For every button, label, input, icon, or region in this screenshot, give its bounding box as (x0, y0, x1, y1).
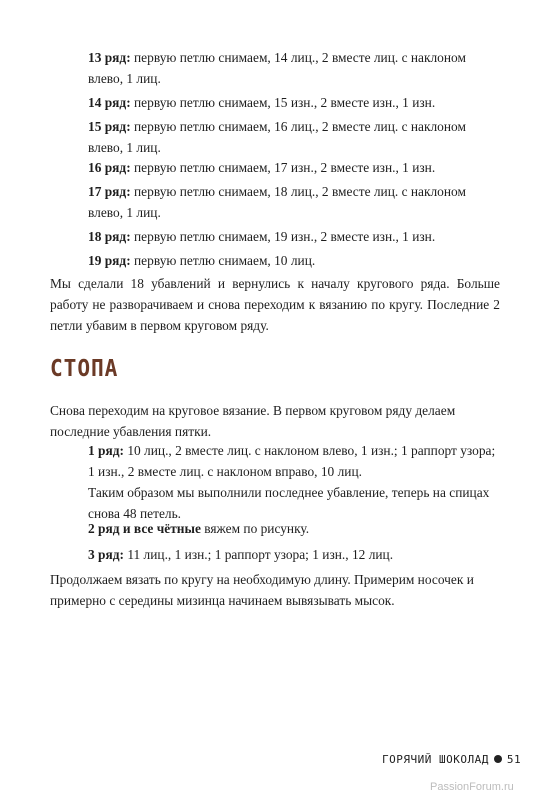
row-label: 16 ряд: (88, 160, 131, 175)
row-label: 19 ряд: (88, 253, 131, 268)
row-continuation: Таким образом мы выполнили последнее убавление, теперь на спицах снова 48 петель. (88, 485, 490, 521)
row-19 (88, 250, 500, 271)
row-text: первую петлю снимаем, 16 лиц., 2 вместе лиц. с наклоном влево, 1 лиц. (88, 119, 466, 155)
paragraph-intro: Снова переходим на круговое вязание. В первом круговом ряду делаем последние убавления пятки. (50, 403, 456, 439)
row-14 (88, 92, 500, 113)
row-text: вяжем по рисунку. (200, 521, 310, 536)
row-label: 18 ряд: (88, 229, 131, 244)
row-label: 14 ряд: (88, 95, 131, 110)
row-text: первую петлю снимаем, 19 изн., 2 вместе изн., 1 изн. (130, 229, 436, 244)
row-text: первую петлю снимаем, 17 изн., 2 вместе изн., 1 изн. (130, 160, 436, 175)
page-number: 51 (506, 753, 522, 766)
row-16 (88, 157, 500, 178)
book-title: ГОРЯЧИЙ ШОКОЛАД (382, 753, 489, 766)
row-text: 10 лиц., 2 вместе лиц. с наклоном влево, 1 изн.; 1 раппорт узора; 1 изн., 2 вместе лиц. с наклоном вправо, 10 лиц. (88, 443, 496, 479)
bullet-icon (494, 755, 502, 763)
paragraph-decreases: Мы сделали 18 убавлений и вернулись к началу кругового ряда. Больше работу не разворачиваем и снова переходим к вязанию по кругу. Последние 2 петли убавим в первом круговом ряду. (50, 276, 500, 333)
row-13 (88, 47, 500, 89)
row-text: 11 лиц., 1 изн.; 1 раппорт узора; 1 изн., 12 лиц. (123, 547, 394, 562)
page-footer (382, 753, 521, 766)
row-label: 13 ряд: (88, 50, 131, 65)
row-label: 15 ряд: (88, 119, 131, 134)
row-17 (88, 181, 500, 223)
row-1 (88, 440, 500, 524)
row-label: 2 ряд и все чётные (88, 521, 201, 536)
row-label: 17 ряд: (88, 184, 131, 199)
row-15 (88, 116, 500, 158)
row-text: первую петлю снимаем, 10 лиц. (130, 253, 316, 268)
row-18 (88, 226, 500, 247)
row-2 (88, 518, 500, 539)
watermark: PassionForum.ru (430, 781, 514, 793)
paragraph-final: Продолжаем вязать по кругу на необходимую длину. Примерим носочек и примерно с середины мизинца начинаем вывязывать мысок. (50, 572, 474, 608)
row-text: первую петлю снимаем, 18 лиц., 2 вместе лиц. с наклоном влево, 1 лиц. (88, 184, 466, 220)
row-text: первую петлю снимаем, 14 лиц., 2 вместе лиц. с наклоном влево, 1 лиц. (88, 50, 466, 86)
row-text: первую петлю снимаем, 15 изн., 2 вместе изн., 1 изн. (130, 95, 436, 110)
row-label: 1 ряд: (88, 443, 124, 458)
row-3 (88, 544, 500, 565)
row-label: 3 ряд: (88, 547, 124, 562)
section-heading: СТОПА (50, 356, 119, 382)
